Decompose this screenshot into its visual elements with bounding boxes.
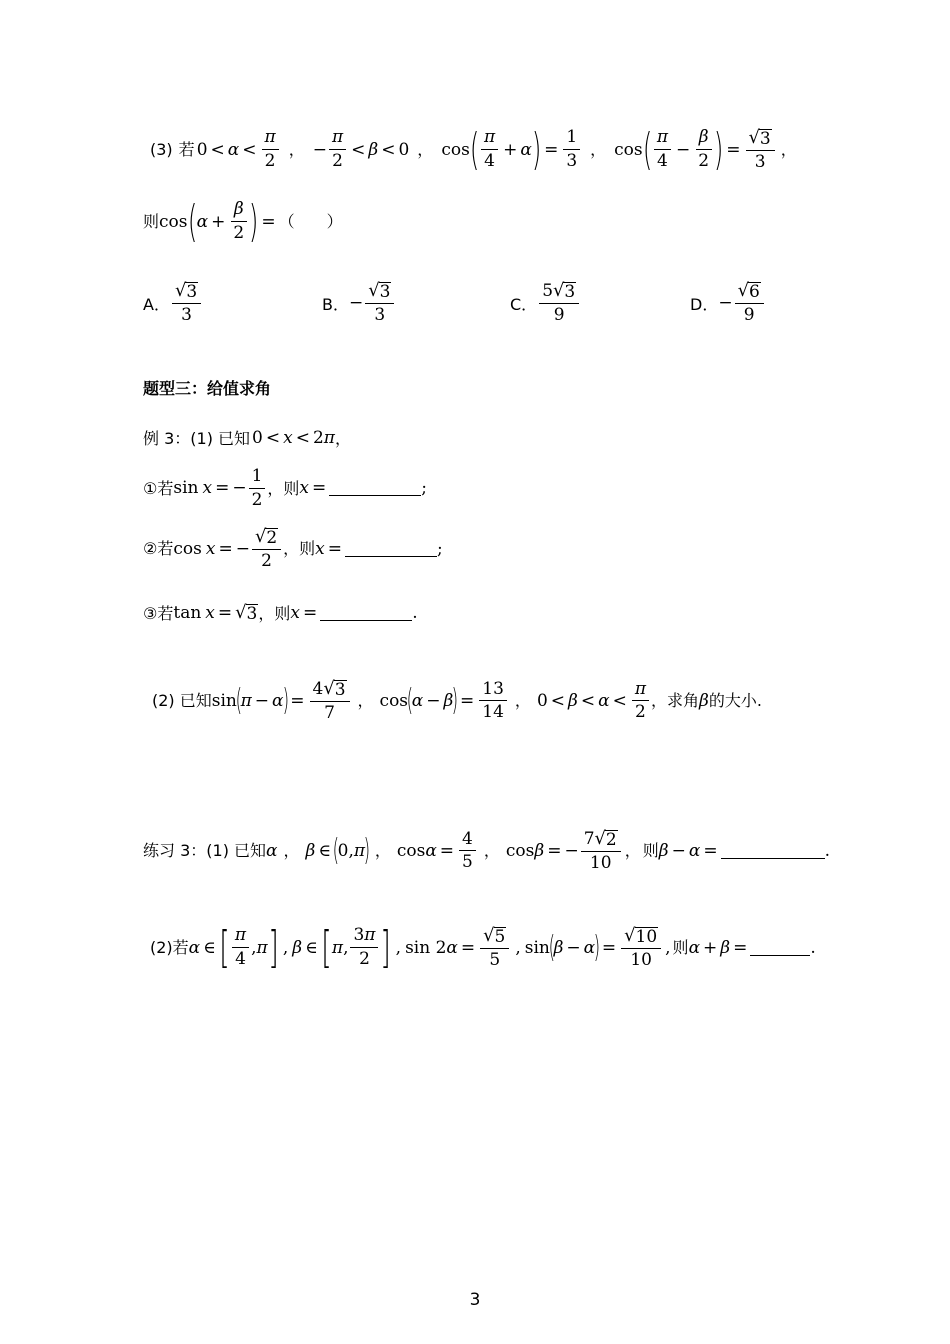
option-c: C． 5 √ 3 9 (510, 282, 581, 325)
math-alpha-range: 0 < α < $\frac{\pi}{2}$ (197, 129, 281, 171)
math-beta-in-0-pi: β ∈ ( 0, π ) (305, 833, 371, 869)
math-beta-alpha-range: 0 < β < α < $\frac{\pi}{2}$ (537, 681, 651, 723)
option-b: B． − √ 3 3 (322, 282, 396, 325)
option-a-value: √ 3 3 (172, 282, 201, 325)
practice3-part1-line: 练习 3：(1) 已知 α ， β ∈ ( 0, π ) ， cos α = $\frac{4}{5}$ ， cos β = − 7 √ 2 10 ， 则 β − α = . (143, 828, 830, 873)
math-sinx: sin x = − $\frac{1}{2}$ (173, 468, 267, 510)
math-x-range: 0 < x < 2π (252, 428, 335, 448)
q3-label: (3) (150, 140, 173, 159)
option-d: D． − √ 6 9 (690, 282, 766, 325)
math-sin-beta-minus-alpha: sin ( β − α ) = √ 10 10 (525, 927, 663, 970)
math-tanx: tan x = √ 3 (173, 602, 258, 624)
math-cosx: cos x = − √ 2 2 (173, 528, 283, 571)
answer-blank-4[interactable] (721, 844, 825, 859)
q3-condition-line: (3) 若 0 < α < $\frac{\pi}{2}$ ， − $\frac{\pi}{2}$ < β < 0 ， cos ( $\frac{\pi}{4}$ + α ) = $\frac{1}{3}$ ， cos ( $\frac{\pi}{4}$ − $\frac{\beta}{2}$ ) = √ 3 3 ， (150, 124, 797, 175)
option-b-value: √ 3 3 (365, 282, 394, 325)
math-cos-alpha-plus-beta2: cos ( α + $\frac{\beta}{2}$ ) = (159, 196, 276, 247)
ex3-item-3: ③若 tan x = √ 3 ，则 x = . (143, 602, 418, 624)
practice3-part2-line: (2)若 α ∈ [ $\frac{\pi}{4}$ , π ] , β ∈ [ π , $\frac{3\pi}{2}$ ] , sin 2 α = √ 5 5 , sin ( β − α ) = √ 10 10 , 则 α + β = . (150, 922, 816, 973)
math-alpha-interval: α ∈ [ $\frac{\pi}{4}$ , π ] (188, 922, 279, 973)
answer-blank-2[interactable] (345, 542, 437, 557)
math-cos-pi4-minus-beta2: cos ( $\frac{\pi}{4}$ − $\frac{\beta}{2}$ ) = √ 3 3 (614, 128, 777, 172)
ex3-item-2: ②若 cos x = − √ 2 2 ，则 x = ; (143, 526, 443, 571)
math-cos-alpha-minus-beta: cos ( α − β ) = $\frac{13}{14}$ (380, 681, 509, 723)
math-cos-beta: cos β = − 7 √ 2 10 (506, 830, 623, 873)
answer-blank-5[interactable] (750, 941, 810, 956)
ex3-item-1: ①若 sin x = − $\frac{1}{2}$ ，则 x = ; (143, 466, 427, 510)
option-c-value: 5 √ 3 9 (539, 282, 579, 325)
answer-blank-3[interactable] (320, 606, 412, 621)
q3-then: 则 (143, 212, 160, 231)
math-sin-pi-minus-alpha: sin ( π − α ) = 4 √ 3 7 (212, 680, 352, 723)
q3-ruo: 若 (178, 140, 195, 159)
q3-answer-paren: （ ） (278, 212, 343, 231)
ex3-part2-line: (2) 已知 sin ( π − α ) = 4 √ 3 7 ， cos ( α − β ) = $\frac{13}{14}$ ， 0 < β < α < $\frac{\pi}{2}$ ，求角 β 的大小. (152, 678, 762, 723)
ex3-intro-line: 例 3：(1) 已知 0 < x < 2π ， (143, 428, 351, 448)
math-cos-alpha: cos α = $\frac{4}{5}$ (397, 831, 478, 873)
math-beta-range: − $\frac{\pi}{2}$ < β < 0 (312, 127, 410, 171)
q3-question-line (143, 196, 343, 247)
math-cos-pi4-plus-alpha: cos ( $\frac{\pi}{4}$ + α ) = $\frac{1}{3}$ (441, 128, 582, 172)
option-a: A． √ 3 3 (143, 282, 203, 325)
section-title: 题型三：给值求角 (143, 379, 272, 398)
math-sin-2alpha: sin 2 α = √ 5 5 (405, 927, 511, 970)
answer-blank-1[interactable] (329, 481, 421, 496)
math-beta-interval: β ∈ [ π , $\frac{3\pi}{2}$ ] (292, 922, 392, 973)
page-number: 3 (469, 1290, 481, 1310)
option-d-value: √ 6 9 (735, 282, 764, 325)
